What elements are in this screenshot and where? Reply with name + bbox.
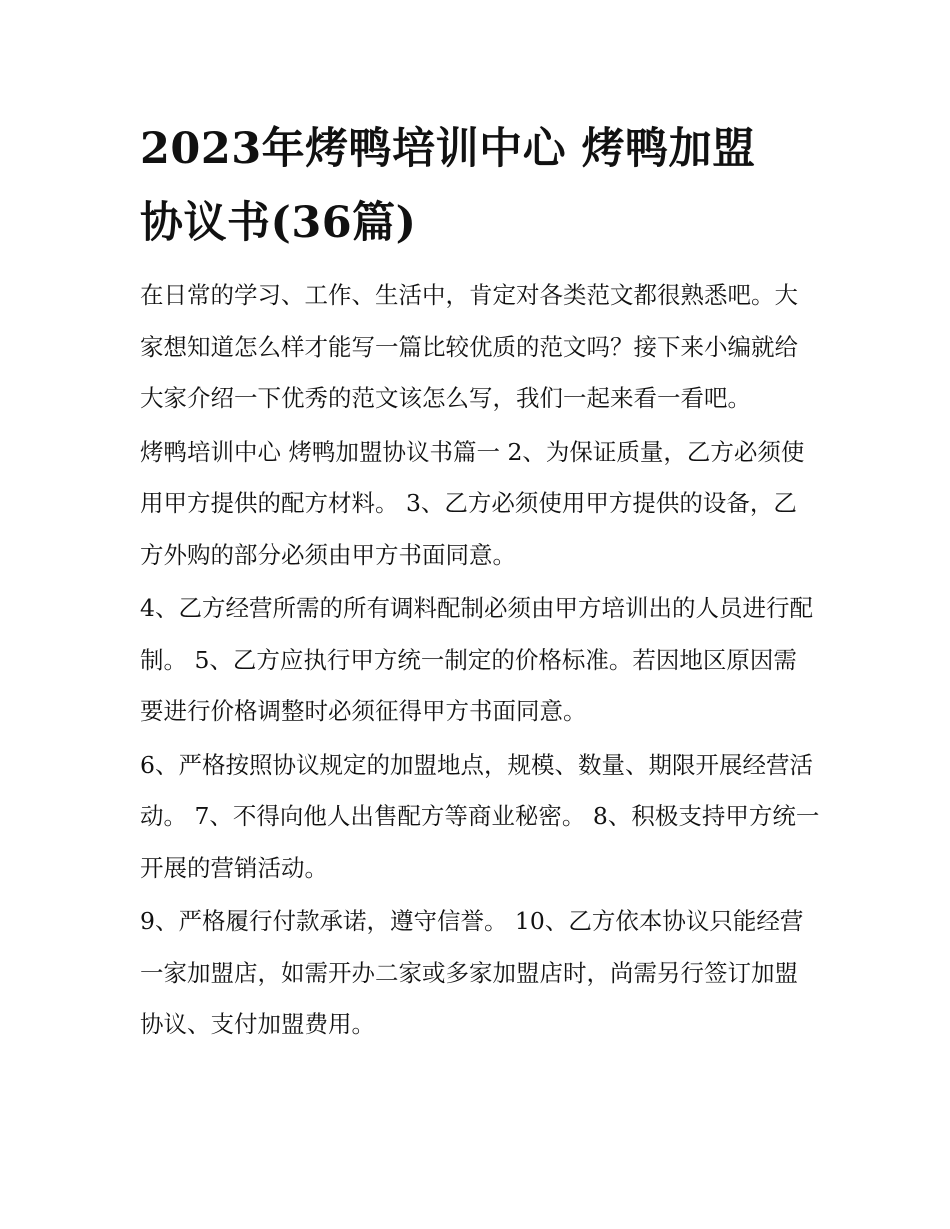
document-body (140, 112, 820, 1053)
paragraph-article-3: 6、严格按照协议规定的加盟地点，规模、数量、期限开展经营活动。 7、不得向他人出售配方等商业秘密。 8、积极支持甲方统一开展的营销活动。 (140, 750, 820, 882)
paragraph-article-2: 4、乙方经营所需的所有调料配制必须由甲方培训出的人员进行配制。 5、乙方应执行甲方统一制定的价格标准。若因地区原因需要进行价格调整时必须征得甲方书面同意。 (140, 594, 813, 725)
document-title: 2023年烤鸭培训中心 烤鸭加盟协议书(36篇) (140, 124, 756, 248)
paragraph-article-4: 9、严格履行付款承诺，遵守信誉。 10、乙方依本协议只能经营一家加盟店，如需开办二家或多家加盟店时，尚需另行签订加盟协议、支付加盟费用。 (140, 907, 804, 1038)
paragraph-intro: 在日常的学习、工作、生活中，肯定对各类范文都很熟悉吧。大家想知道怎么样才能写一篇比较优质的范文吗？接下来小编就给大家介绍一下优秀的范文该怎么写，我们一起来看一看吧。 (140, 281, 798, 412)
paragraph-article-1: 烤鸭培训中心 烤鸭加盟协议书篇一 2、为保证质量，乙方必须使用甲方提供的配方材料。 3、乙方必须使用甲方提供的设备，乙方外购的部分必须由甲方书面同意。 (140, 437, 805, 569)
